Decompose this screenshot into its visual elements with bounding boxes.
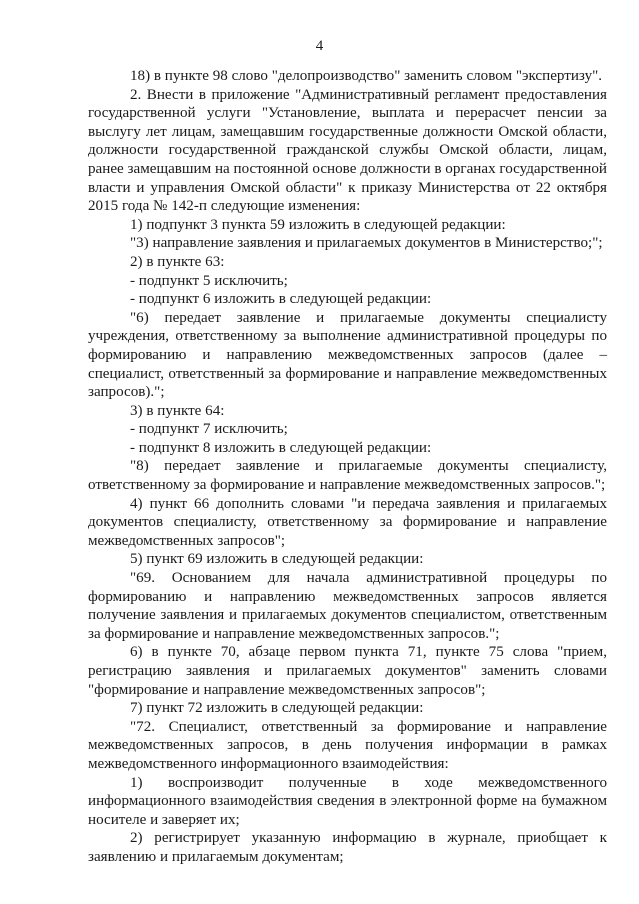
paragraph: 7) пункт 72 изложить в следующей редакции: [130, 700, 424, 717]
page-number: 4 [315, 38, 324, 54]
paragraph: "3) направление заявления и прилагаемых документов в Министерство;"; [130, 235, 603, 252]
paragraph: 2. Внести в приложение "Административный регламент предоставления государственной услуги "Установление, выплата и перерасчет пенсии за выслугу лет лицам, замещавшим государственные должности Омской области, должности государственной гражданской службы Омской области, лицам, ранее замещавшим на постоянной основе должности в органах государственной власти и управления Омской области" к приказу Министерства от 22 октября 2015 года № 142-п следующие изменения: [88, 86, 607, 215]
paragraph: - подпункт 5 исключить; [130, 272, 288, 289]
paragraph: "6) передает заявление и прилагаемые документы специалисту учреждения, ответственному за выполнение административной процедуры по формированию и направлению межведомственных запросов (далее – специалист, ответственный за формирование и направление межведомственных запросов)."; [88, 309, 607, 401]
paragraph: "8) передает заявление и прилагаемые документы специалисту, ответственному за формирование и направление межведомственных запросов."; [88, 458, 607, 494]
paragraph: 3) в пункте 64: [130, 402, 225, 419]
paragraph: - подпункт 6 изложить в следующей редакции: [130, 291, 432, 308]
paragraph: 1) подпункт 3 пункта 59 изложить в следующей редакции: [130, 216, 506, 233]
paragraph: 18) в пункте 98 слово "делопроизводство" заменить словом "экспертизу". [130, 68, 603, 84]
paragraph: 1) воспроизводит полученные в ходе межведомственного информационного взаимодействия сведения в электронной форме на бумажном носителе и заверяет их; [88, 774, 607, 828]
paragraph: "69. Основанием для начала административной процедуры по формированию и направлению межведомственных запросов является получение заявления и прилагаемых документов специалистом, ответственным за формирование и направление межведомственных запросов."; [88, 570, 607, 642]
paragraph: 4) пункт 66 дополнить словами "и передача заявления и прилагаемых документов специалисту, ответственному за формирование и направление межведомственных запросов"; [88, 495, 607, 549]
document-body [88, 67, 607, 867]
paragraph: - подпункт 8 изложить в следующей редакции: [130, 439, 432, 456]
paragraph: 5) пункт 69 изложить в следующей редакции: [130, 551, 424, 568]
paragraph: 6) в пункте 70, абзаце первом пункта 71, пункте 75 слова "прием, регистрацию заявления и прилагаемых документов" заменить словами "формирование и направление межведомственных запросов"; [88, 644, 607, 698]
paragraph: - подпункт 7 исключить; [130, 421, 288, 438]
paragraph: 2) в пункте 63: [130, 253, 225, 270]
paragraph: "72. Специалист, ответственный за формирование и направление межведомственных запросов, в день получения информации в рамках межведомственного информационного взаимодействия: [88, 718, 607, 772]
paragraph: 2) регистрирует указанную информацию в журнале, приобщает к заявлению и прилагаемым документам; [88, 830, 607, 865]
